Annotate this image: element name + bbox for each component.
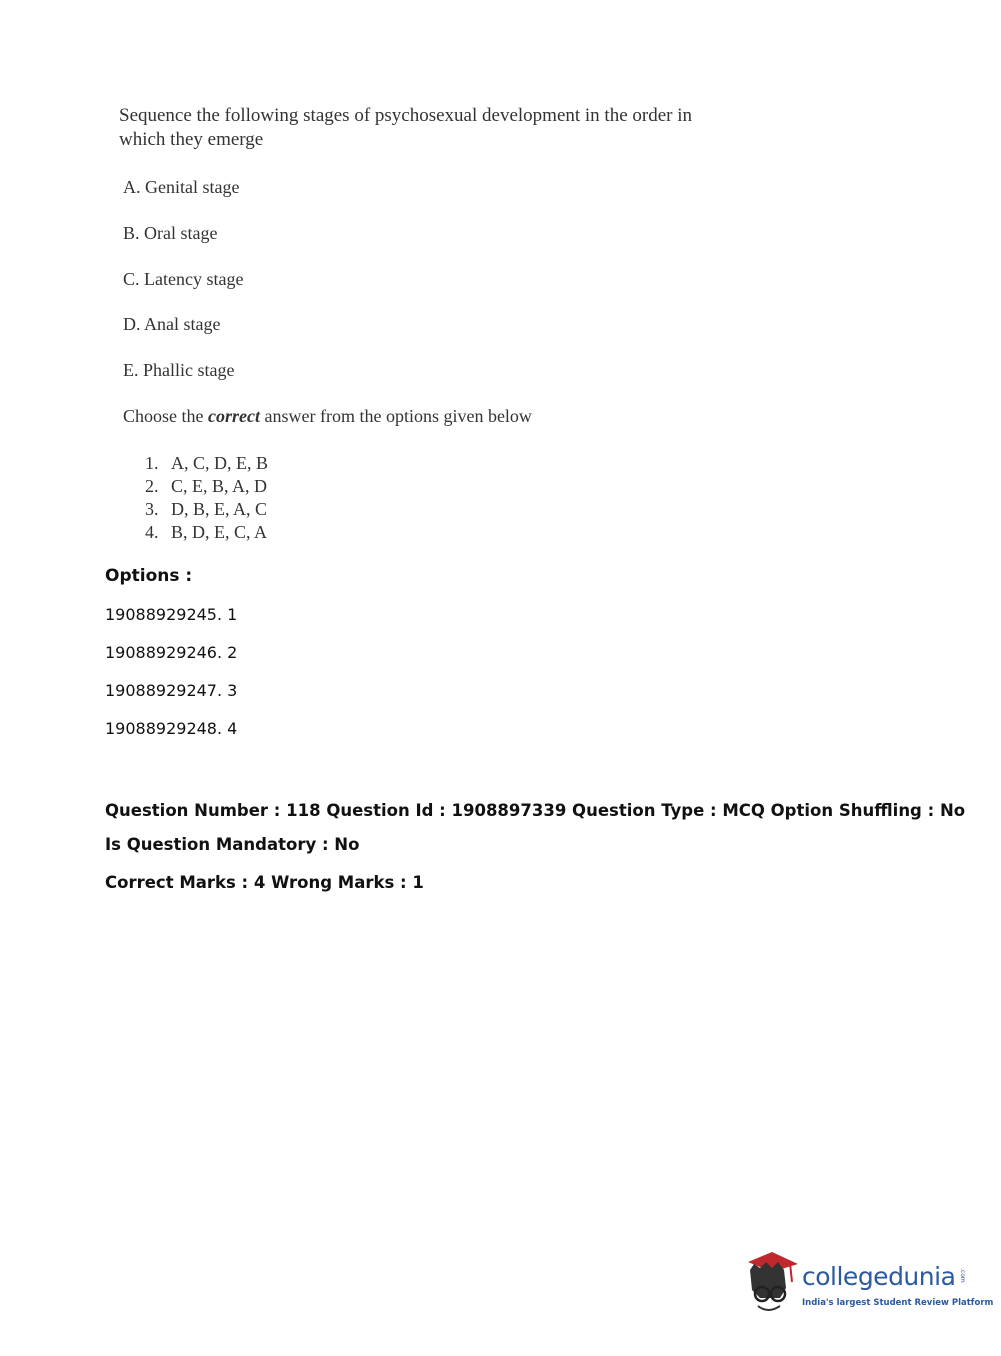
answer-item: 4. B, D, E, C, A <box>145 522 268 542</box>
answer-item: 1. A, C, D, E, B <box>145 453 269 473</box>
option-row: 19088929246. 2 <box>105 643 238 662</box>
answer-list <box>145 452 268 544</box>
logo-com: .com <box>959 1268 966 1283</box>
option-row: 19088929245. 1 <box>105 605 238 624</box>
logo-wordmark: collegedunia <box>802 1262 956 1291</box>
options-title: Options : <box>105 566 193 586</box>
question-image <box>119 104 759 542</box>
mandatory-line: Is Question Mandatory : No <box>105 835 360 854</box>
stage-a: A. Genital stage <box>123 177 240 197</box>
question-stem: Sequence the following stages of psychosexual development in the order in which they emerge <box>119 105 693 150</box>
mascot-icon <box>740 1248 802 1318</box>
choose-instruction: Choose the correct answer from the options given below <box>123 406 532 426</box>
stage-d: D. Anal stage <box>123 314 221 334</box>
marks-line: Correct Marks : 4 Wrong Marks : 1 <box>105 873 424 892</box>
stage-e: E. Phallic stage <box>123 360 235 380</box>
option-row: 19088929248. 4 <box>105 719 238 738</box>
logo-tagline: India's largest Student Review Platform <box>802 1298 994 1308</box>
option-row: 19088929247. 3 <box>105 681 238 700</box>
stage-b: B. Oral stage <box>123 223 218 243</box>
question-meta-line: Question Number : 118 Question Id : 1908897339 Question Type : MCQ Option Shuffling : No <box>105 801 966 820</box>
answer-item: 3. D, B, E, A, C <box>145 499 268 519</box>
answer-item: 2. C, E, B, A, D <box>145 476 268 496</box>
collegedunia-logo <box>740 1248 994 1318</box>
stage-c: C. Latency stage <box>123 269 244 289</box>
